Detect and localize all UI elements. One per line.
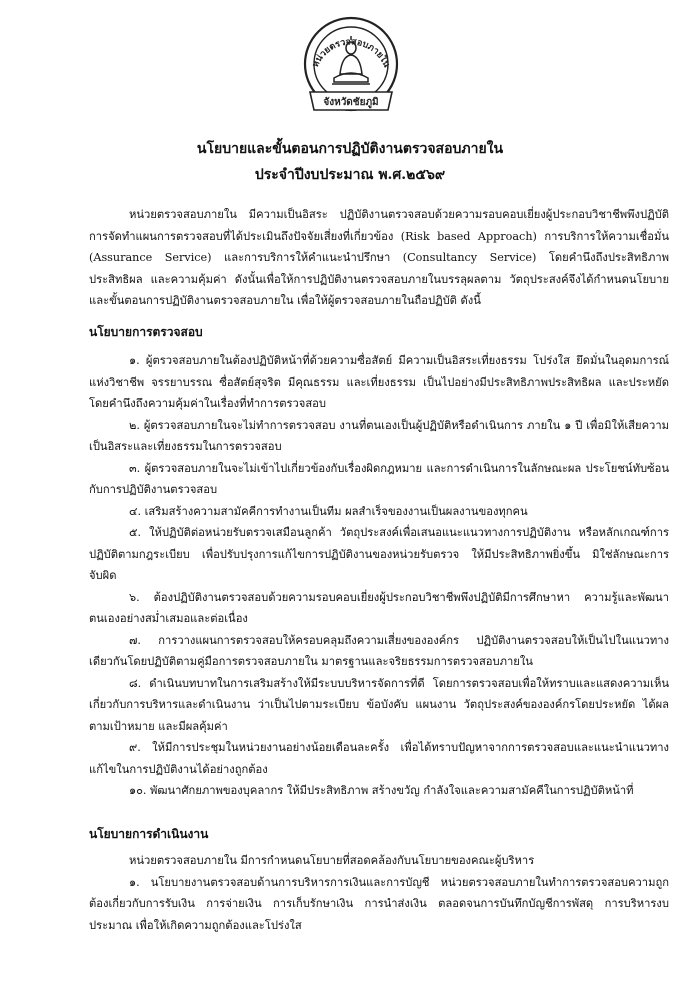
list-item: ๒. ผู้ตรวจสอบภายในจะไม่ทำการตรวจสอบ งานที่ตนเองเป็นผู้ปฏิบัติหรือดำเนินการ ภายใน ๑ ปี เพื่อมิให้เสียความเป็นอิสระและเที่ยงธรรมในการตรวจสอบ	[89, 418, 669, 453]
seal-arc-text: หน่วยตรวจสอบภายใน	[310, 37, 392, 70]
list-item: ๔. เสริมสร้างความสามัคคีการทำงานเป็นทีม ผลสำเร็จของงานเป็นผลงานของทุกคน	[129, 504, 528, 518]
operation-policy-intro: หน่วยตรวจสอบภายใน มีการกำหนดนโยบายที่สอดคล้องกับนโยบายของคณะผู้บริหาร	[129, 854, 535, 867]
list-item: ๑. ผู้ตรวจสอบภายในต้องปฏิบัติหน้าที่ด้วยความซื่อสัตย์ มีความเป็นอิสระเที่ยงธรรม โปร่งใส ยึดมั่นในอุดมการณ์แห่งวิชาชีพ จรรยาบรรณ ซื่อสัตย์สุจริต มีคุณธรรม และเที่ยงธรรม เป็นไปอย่างมีประสิทธิภาพประสิทธิผล และประหยัด โดยคำนึงถึงความคุ้มค่าในเรื่องที่ทำการตรวจสอบ	[89, 354, 669, 410]
list-item: ๘. ดำเนินบทบาทในการเสริมสร้างให้มีระบบบริหารจัดการที่ดี โดยการตรวจสอบเพื่อให้ทราบและแสดงความเห็นเกี่ยวกับการบริหารและดำเนินงาน ว่าเป็นไปตามระเบียบ ข้อบังคับ แผนงาน วัตถุประสงค์ขององค์กรโดยประหยัด ได้ผลตามเป้าหมาย และมีผลคุ้มค่า	[89, 676, 669, 733]
list-item: ๙. ให้มีการประชุมในหน่วยงานอย่างน้อยเดือนละครั้ง เพื่อได้ทราบปัญหาจากการตรวจสอบและแนะนำแนวทางแก้ไขในการปฏิบัติงานได้อย่างถูกต้อง	[89, 741, 669, 776]
intro-section	[89, 204, 669, 312]
audit-policy-heading: นโยบายการตรวจสอบ	[89, 325, 203, 339]
seal-ribbon-text: จังหวัดชัยภูมิ	[323, 97, 379, 108]
list-item: ๖. ต้องปฏิบัติงานตรวจสอบด้วยความรอบคอบเยี่ยงผู้ประกอบวิชาชีพพึงปฏิบัติมีการศึกษาหา ความรู้และพัฒนาตนเองอย่างสม่ำเสมอและต่อเนื่อง	[89, 590, 669, 625]
intro-paragraph: หน่วยตรวจสอบภายใน มีความเป็นอิสระ ปฏิบัติงานตรวจสอบด้วยความรอบคอบเยี่ยงผู้ประกอบวิชาชีพพึงปฏิบัติ การจัดทำแผนการตรวจสอบที่ได้ประเมินถึงปัจจัยเสี่ยงที่เกี่ยวข้อง (Risk based Approach) การบริการให้ความเชื่อมั่น (Assurance Service) และการบริการให้คำแนะนำปรึกษา (Consultancy Service) โดยคำนึงถึงประสิทธิภาพ ประสิทธิผล และความคุ้มค่า ดังนั้นเพื่อให้การปฏิบัติงานตรวจสอบภายในบรรลุผลตาม วัตถุประสงค์จึงได้กำหนดนโยบาย และขั้นตอนการปฏิบัติงานตรวจสอบภายใน เพื่อให้ผู้ตรวจสอบภายในถือปฏิบัติ ดังนี้	[89, 208, 669, 307]
list-item: ๕. ให้ปฏิบัติต่อหน่วยรับตรวจเสมือนลูกค้า วัตถุประสงค์เพื่อเสนอแนะแนวทางการปฏิบัติงาน หรือหลักเกณฑ์การปฏิบัติตามกฎระเบียบ เพื่อปรับปรุงการแก้ไขการปฏิบัติงานของหน่วยรับตรวจ ให้มีประสิทธิภาพยิ่งขึ้น มิใช่ลักษณะการจับผิด	[89, 526, 669, 582]
organization-seal	[296, 12, 406, 122]
seal-emblem-icon	[296, 12, 406, 122]
audit-policy-list	[89, 350, 669, 802]
operation-policy-heading: นโยบายการดำเนินงาน	[89, 827, 209, 841]
list-item: ๗. การวางแผนการตรวจสอบให้ครอบคลุมถึงความเสี่ยงขององค์กร ปฏิบัติงานตรวจสอบให้เป็นไปในแนวทางเดียวกันโดยปฏิบัติตามคู่มือการตรวจสอบภายใน มาตรฐานและจริยธรรมการตรวจสอบภายใน	[89, 633, 669, 668]
operation-policy-section	[89, 850, 669, 936]
page-title: นโยบายและขั้นตอนการปฏิบัติงานตรวจสอบภายใน	[196, 141, 504, 157]
list-item: ๓. ผู้ตรวจสอบภายในจะไม่เข้าไปเกี่ยวข้องกับเรื่องผิดกฎหมาย และการดำเนินการในลักษณะผล ประโยชน์ทับซ้อนกับการปฏิบัติงานตรวจสอบ	[89, 461, 669, 496]
list-item: ๑๐. พัฒนาศักยภาพของบุคลากร ให้มีประสิทธิภาพ สร้างขวัญ กำลังใจและความสามัคคีในการปฏิบัติหน้าที่	[129, 784, 634, 797]
page-subtitle: ประจำปีงบประมาณ พ.ศ.๒๕๖๙	[254, 167, 446, 183]
list-item: ๑. นโยบายงานตรวจสอบด้านการบริหารการเงินและการบัญชี หน่วยตรวจสอบภายในทำการตรวจสอบความถูกต้องเกี่ยวกับการรับเงิน การจ่ายเงิน การเก็บรักษาเงิน การนำส่งเงิน ตลอดจนการบันทึกบัญชีการพัสดุ การบริหารงบประมาณ เพื่อให้เกิดความถูกต้องและโปร่งใส	[89, 875, 669, 932]
